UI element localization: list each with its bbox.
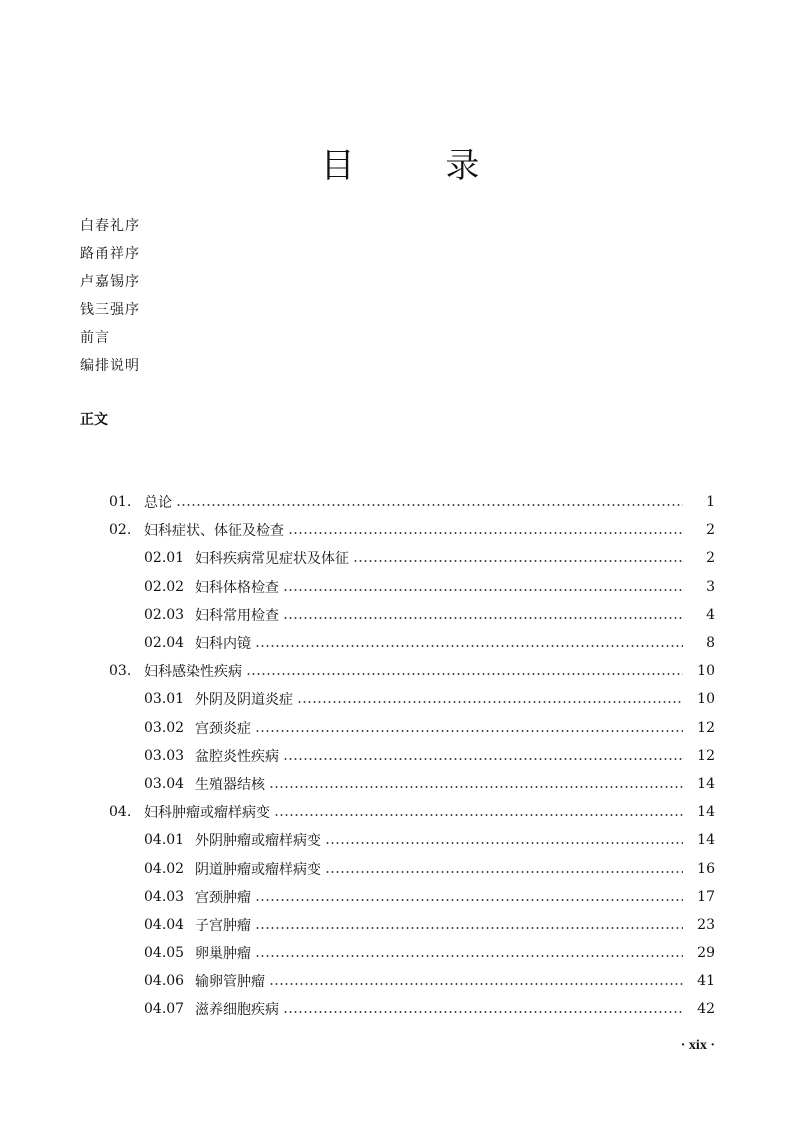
toc-entry-number: 02. [109,522,132,539]
toc-entry-page-number: 23 [697,916,715,933]
toc-entry[interactable] [0,770,800,798]
toc-entry-number: 03.02 [144,719,185,736]
toc-dot-leader [297,701,683,703]
toc-entry-number: 04.06 [144,973,185,990]
toc-entry[interactable] [0,939,800,967]
toc-entry-title: 总论 [144,495,172,512]
toc-dot-leader [274,814,683,816]
toc-entry-number: 03.03 [144,747,185,764]
toc-entry-page-number: 14 [697,804,715,821]
toc-entry-page-number: 3 [706,578,715,595]
toc-entry-title: 卵巢肿瘤 [195,946,251,963]
toc-entry-number: 04.02 [144,860,185,877]
toc-entry[interactable] [0,911,800,939]
toc-entry-number: 04.05 [144,945,185,962]
toc-entry-title: 妇科体格检查 [195,579,279,596]
toc-entry-title: 妇科疾病常见症状及体征 [195,551,349,568]
toc-entry[interactable] [0,516,800,544]
toc-entry[interactable] [0,854,800,882]
toc-dot-leader [269,983,683,985]
toc-entry-number: 04.07 [144,1001,185,1018]
toc-entry[interactable] [0,742,800,770]
front-matter-item: 编排说明 [80,358,140,374]
toc-entry-number: 02.04 [144,635,185,652]
toc-dot-leader [176,504,683,506]
toc-dot-leader [288,532,683,534]
toc-entry-number: 04.04 [144,916,185,933]
toc-dot-leader [283,589,683,591]
toc-dot-leader [283,617,683,619]
toc-list [0,488,800,1024]
toc-entry-page-number: 29 [697,945,715,962]
toc-entry-title: 盆腔炎性疾病 [195,748,279,765]
toc-entry-title: 宫颈肿瘤 [195,889,251,906]
toc-entry[interactable] [0,826,800,854]
toc-dot-leader [353,560,683,562]
toc-entry[interactable] [0,967,800,995]
toc-entry[interactable] [0,714,800,742]
toc-entry-page-number: 12 [697,719,715,736]
toc-dot-leader [255,730,683,732]
toc-entry-page-number: 14 [697,832,715,849]
toc-entry[interactable] [0,883,800,911]
toc-entry-page-number: 4 [706,606,715,623]
toc-entry-number: 03.01 [144,691,185,708]
toc-entry-number: 01. [109,494,132,511]
toc-entry-page-number: 17 [697,888,715,905]
toc-entry-page-number: 16 [697,860,715,877]
toc-dot-leader [325,842,683,844]
body-section-heading: 正文 [80,412,108,428]
toc-entry-title: 滋养细胞疾病 [195,1002,279,1019]
toc-entry[interactable] [0,573,800,601]
toc-dot-leader [255,645,683,647]
toc-dot-leader [246,673,683,675]
front-matter-list [80,212,140,380]
toc-entry-page-number: 1 [706,494,715,511]
toc-entry-number: 02.02 [144,578,185,595]
toc-entry-page-number: 12 [697,747,715,764]
toc-dot-leader [325,871,683,873]
toc-entry[interactable] [0,995,800,1023]
toc-entry-page-number: 2 [706,522,715,539]
toc-dot-leader [255,927,683,929]
toc-entry-number: 02.03 [144,606,185,623]
toc-entry-page-number: 41 [697,973,715,990]
toc-dot-leader [283,758,683,760]
toc-entry-title: 妇科症状、体征及检查 [144,523,284,540]
toc-entry-title: 妇科内镜 [195,636,251,653]
toc-entry[interactable] [0,601,800,629]
page-folio: · xix · [680,1038,715,1053]
toc-entry-title: 妇科感染性疾病 [144,664,242,681]
toc-entry-number: 03. [109,663,132,680]
toc-dot-leader [283,1011,683,1013]
toc-entry-title: 外阴肿瘤或瘤样病变 [195,833,321,850]
toc-entry[interactable] [0,488,800,516]
toc-entry-title: 妇科肿瘤或瘤样病变 [144,805,270,822]
front-matter-item: 钱三强序 [80,302,140,318]
toc-dot-leader [255,955,683,957]
toc-entry-page-number: 42 [697,1001,715,1018]
toc-entry-number: 04. [109,804,132,821]
toc-entry-number: 03.04 [144,775,185,792]
toc-entry-page-number: 2 [706,550,715,567]
front-matter-item: 白春礼序 [80,218,140,234]
front-matter-item: 路甬祥序 [80,246,140,262]
toc-entry[interactable] [0,544,800,572]
toc-dot-leader [269,786,683,788]
toc-entry-title: 阴道肿瘤或瘤样病变 [195,861,321,878]
front-matter-item: 卢嘉锡序 [80,274,140,290]
toc-entry-number: 04.01 [144,832,185,849]
toc-entry-number: 04.03 [144,888,185,905]
toc-entry-title: 子宫肿瘤 [195,917,251,934]
toc-entry[interactable] [0,629,800,657]
toc-entry-page-number: 8 [706,635,715,652]
toc-dot-leader [255,899,683,901]
toc-entry-page-number: 10 [697,663,715,680]
toc-entry-title: 输卵管肿瘤 [195,974,265,991]
toc-entry[interactable] [0,685,800,713]
toc-entry-title: 宫颈炎症 [195,720,251,737]
front-matter-item: 前言 [80,330,110,346]
toc-entry[interactable] [0,657,800,685]
page-title: 目 录 [320,146,520,186]
toc-entry-title: 外阴及阴道炎症 [195,692,293,709]
toc-entry-title: 妇科常用检查 [195,607,279,624]
toc-entry-page-number: 14 [697,775,715,792]
toc-entry-number: 02.01 [144,550,185,567]
toc-entry[interactable] [0,798,800,826]
toc-entry-page-number: 10 [697,691,715,708]
toc-entry-title: 生殖器结核 [195,776,265,793]
